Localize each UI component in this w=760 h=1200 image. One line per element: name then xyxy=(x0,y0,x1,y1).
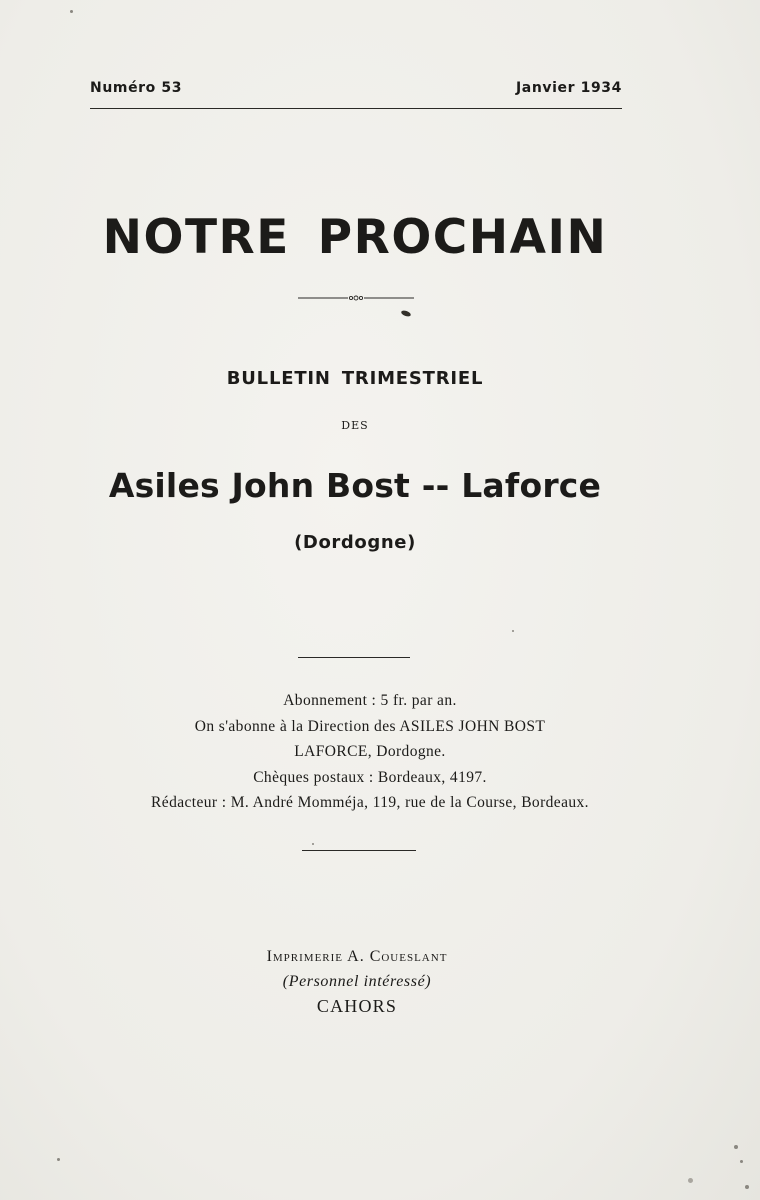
paper-speck xyxy=(688,1178,693,1183)
ornament-divider xyxy=(298,292,414,304)
section-rule-top xyxy=(298,657,410,658)
printer-name: Imprimerie A. Coueslant xyxy=(266,948,448,965)
printer-city: CAHORS xyxy=(316,996,398,1016)
paper-speck xyxy=(740,1160,743,1163)
subscription-address-line-1: On s'abonne à la Direction des ASILES JOHN BOST xyxy=(194,717,546,735)
bulletin-subtitle: BULLETIN TRIMESTRIEL xyxy=(226,368,484,389)
bulletin-title: NOTRE PROCHAIN xyxy=(102,210,608,265)
printer-note: (Personnel intéressé) xyxy=(282,973,432,990)
ink-spot xyxy=(400,309,411,317)
paper-speck xyxy=(57,1158,60,1161)
section-rule-bottom xyxy=(302,850,416,851)
postal-cheques: Chèques postaux : Bordeaux, 4197. xyxy=(253,768,487,786)
paper-speck xyxy=(745,1185,749,1189)
issue-header xyxy=(90,80,622,100)
header-rule xyxy=(90,108,622,109)
institution-name: Asiles John Bost -- Laforce xyxy=(108,466,602,505)
issue-number: Numéro 53 xyxy=(90,80,183,96)
paper-speck xyxy=(512,630,514,632)
paper-speck xyxy=(70,10,73,13)
paper-speck xyxy=(734,1145,738,1149)
preposition: DES xyxy=(341,419,369,432)
institution-region: (Dordogne) xyxy=(294,532,416,553)
printer-block xyxy=(0,944,714,1019)
subscription-info xyxy=(60,688,680,816)
editor-line: Rédacteur : M. André Momméja, 119, rue de la Course, Bordeaux. xyxy=(151,794,589,811)
subscription-price: Abonnement : 5 fr. par an. xyxy=(283,692,457,709)
issue-date: Janvier 1934 xyxy=(516,80,622,96)
paper-speck xyxy=(312,843,314,845)
subscription-address-line-2: LAFORCE, Dordogne. xyxy=(294,743,446,760)
